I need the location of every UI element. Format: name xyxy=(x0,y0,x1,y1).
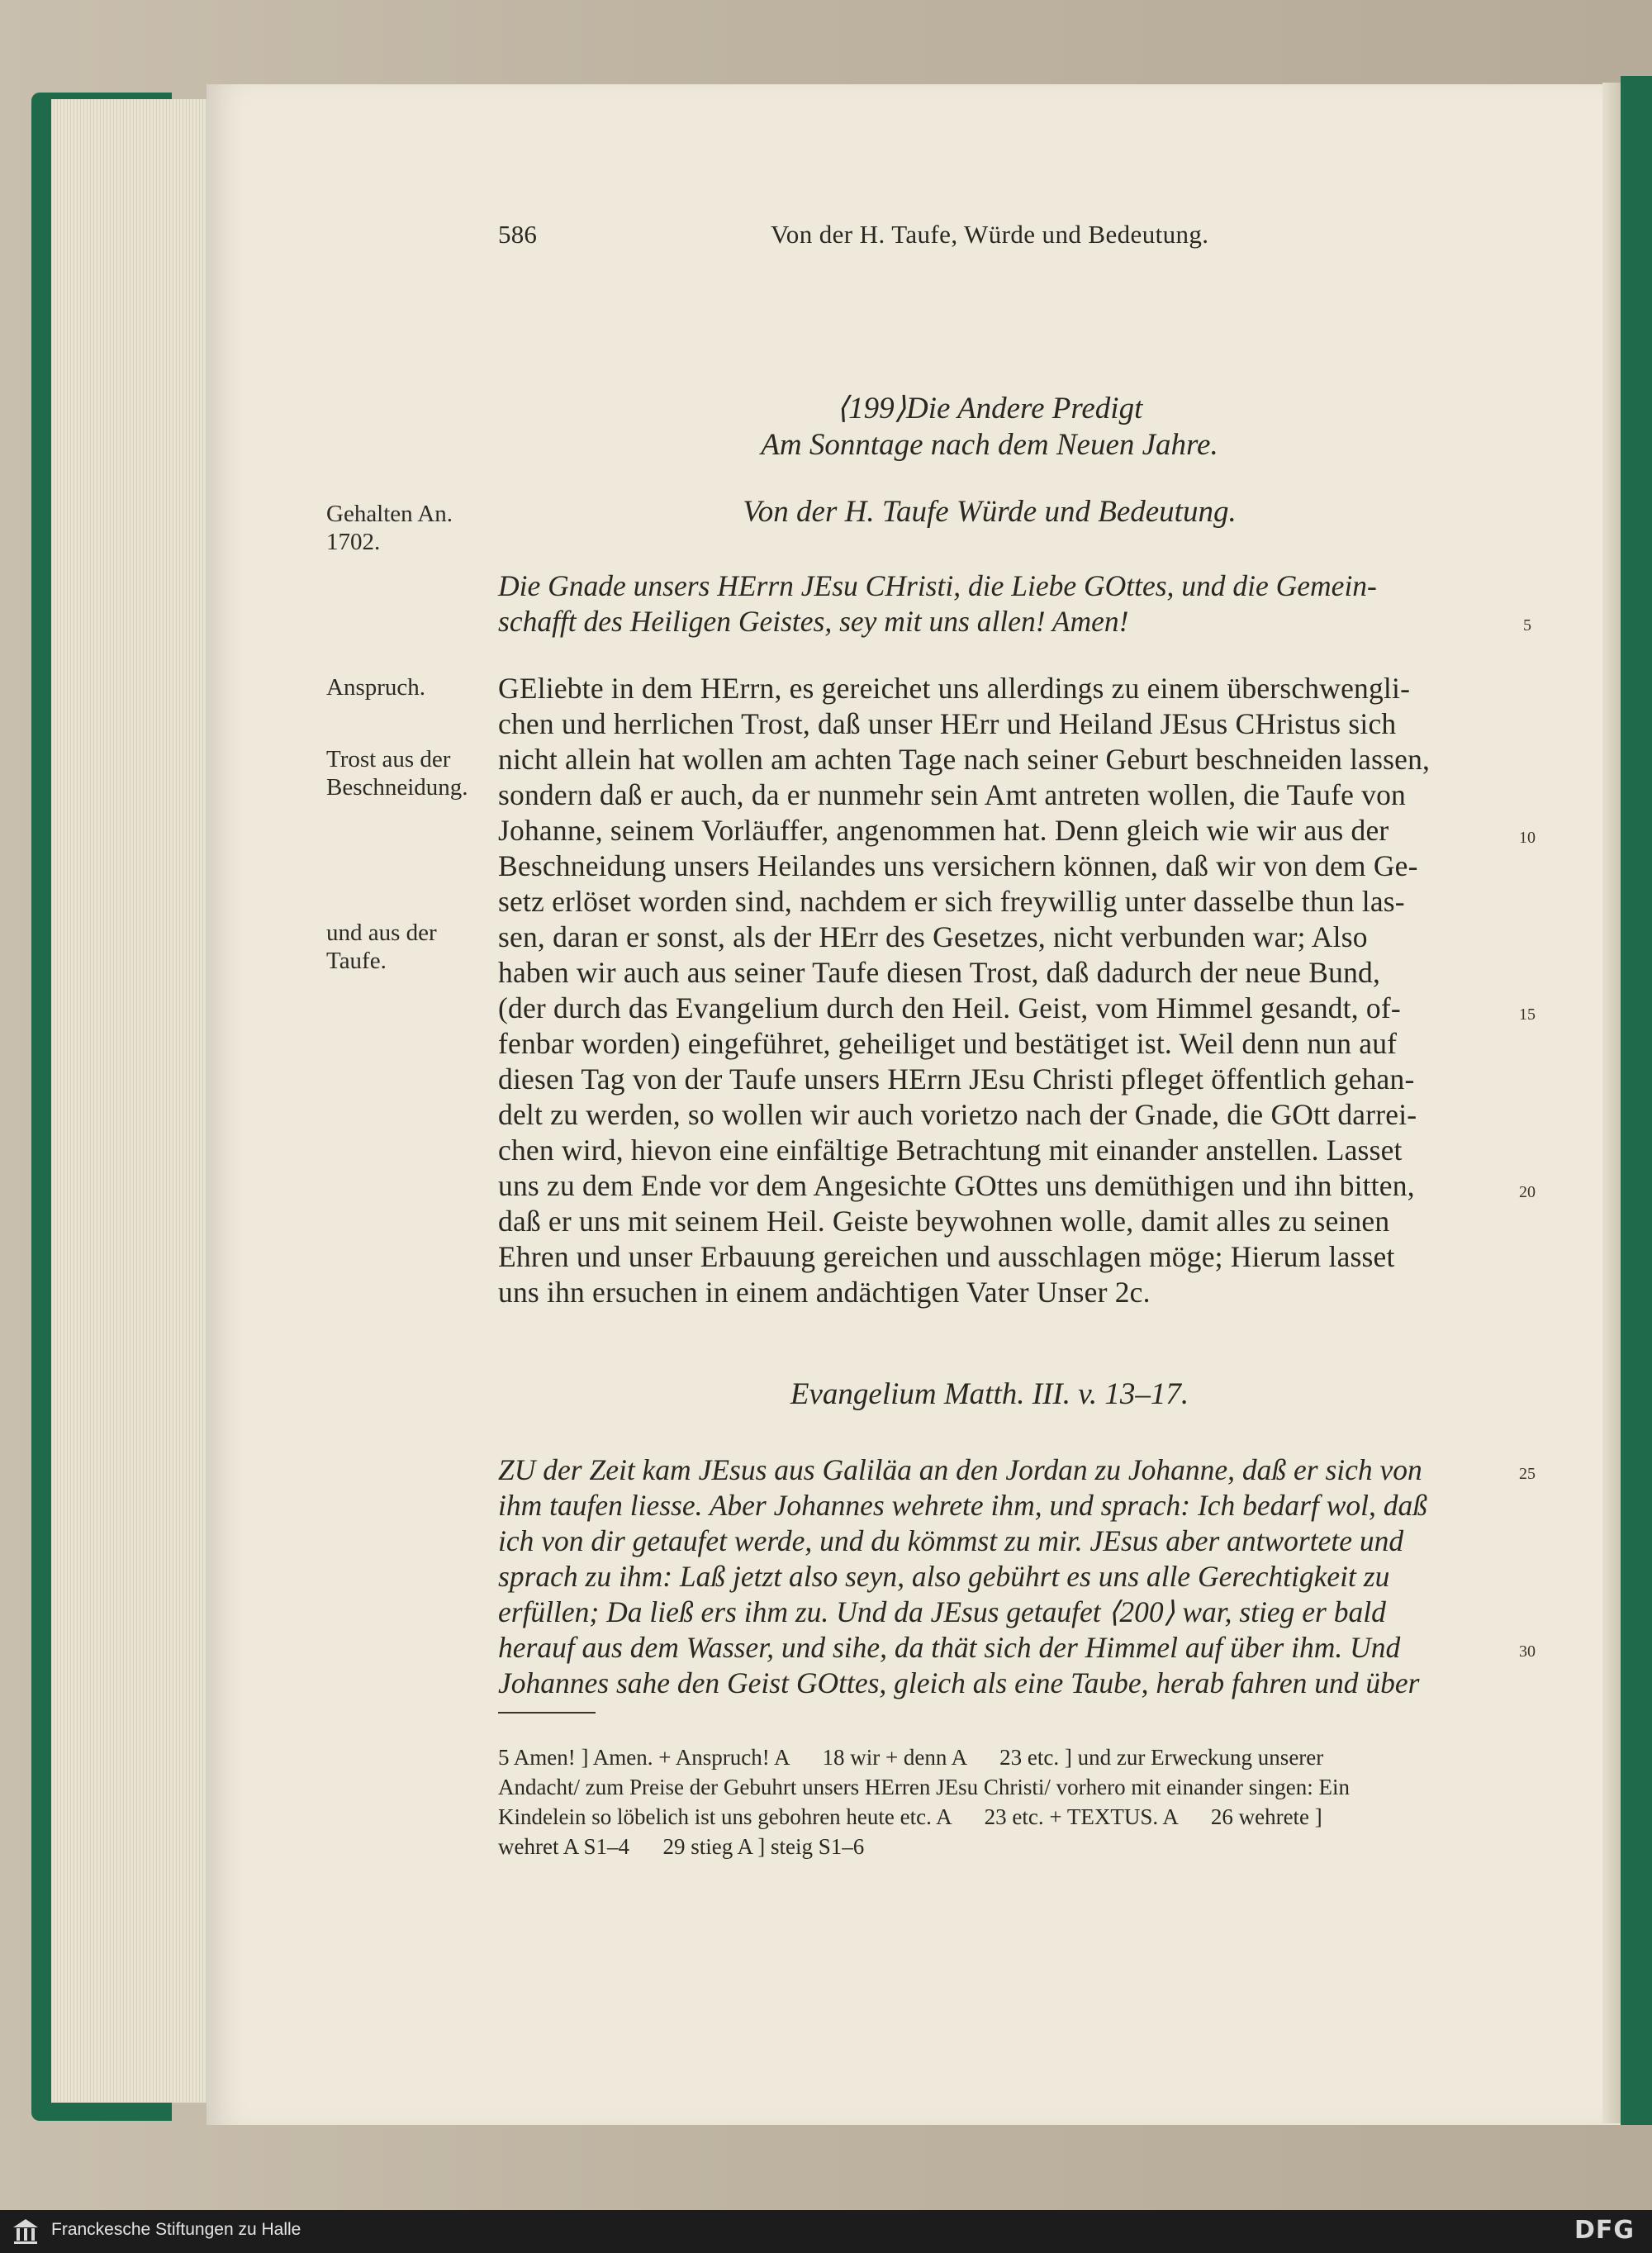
body-line: diesen Tag von der Taufe unsers HErrn JEsu Christi pfleget öffentlich gehan- xyxy=(498,1062,1415,1096)
salutation-line: Die Gnade unsers HErrn JEsu CHristi, die Liebe GOttes, und die Gemein- xyxy=(498,569,1377,602)
sermon-title-line-1 xyxy=(498,390,1481,426)
body-line: setz erlöset worden sind, nachdem er sich freywillig unter dasselbe thun las- xyxy=(498,885,1405,918)
line-number: 30 xyxy=(1519,1642,1536,1661)
institution-logo-icon xyxy=(12,2217,40,2246)
footnote-line: Andacht/ zum Preise der Gebuhrt unsers HErren JEsu Christi/ vorhero mit einander singen: Ein xyxy=(498,1775,1351,1799)
salutation-line: schafft des Heiligen Geistes, sey mit uns allen! Amen! xyxy=(498,605,1129,638)
body-line: GEliebte in dem HErrn, es gereichet uns allerdings zu einem überschwengli- xyxy=(498,672,1411,705)
gospel-line: herauf aus dem Wasser, und sihe, da thät sich der Himmel auf über ihm. Und xyxy=(498,1631,1401,1664)
body-line: uns zu dem Ende vor dem Angesichte GOttes uns demüthigen und ihn bitten, xyxy=(498,1169,1415,1202)
body-line: uns ihn ersuchen in einem andächtigen Vater Unser 2c. xyxy=(498,1276,1151,1309)
gospel-heading: Evangelium Matth. III. v. 13–17. xyxy=(790,1377,1189,1411)
sermon-subject: Von der H. Taufe Würde und Bedeutung. xyxy=(743,495,1237,529)
page-right-edge xyxy=(1602,83,1621,2123)
footnote-line: wehret A S1–4 29 stieg A ] steig S1–6 xyxy=(498,1834,865,1859)
institution-name: Franckesche Stiftungen zu Halle xyxy=(51,2220,301,2239)
body-line: Johanne, seinem Vorläuffer, angenommen hat. Denn gleich wie wir aus der xyxy=(498,814,1389,847)
line-number: 25 xyxy=(1519,1465,1536,1483)
page-number: 586 xyxy=(498,220,538,249)
gospel-line: ZU der Zeit kam JEsus aus Galiläa an den Jordan zu Johanne, daß er sich von xyxy=(498,1453,1422,1486)
body-line: fenbar worden) eingeführet, geheiliget und bestätiget ist. Weil denn nun auf xyxy=(498,1027,1398,1060)
margin-note-und-aus-der: und aus der xyxy=(326,920,437,946)
dfg-logo: DFG xyxy=(1574,2216,1635,2245)
page-stack-edge xyxy=(51,99,225,2103)
footnote-line: 5 Amen! ] Amen. + Anspruch! A 18 wir + denn A 23 etc. ] und zur Erweckung unserer xyxy=(498,1745,1324,1770)
gospel-line: erfüllen; Da ließ ers ihm zu. Und da JEsus getaufet ⟨200⟩ war, stieg er bald xyxy=(498,1595,1386,1628)
body-line: chen wird, hievon eine einfältige Betrachtung mit einander anstellen. Lasset xyxy=(498,1134,1403,1167)
viewer-footer-bar xyxy=(0,2210,1652,2253)
sermon-title-line-2: Am Sonntage nach dem Neuen Jahre. xyxy=(761,428,1218,462)
sermon-number: ⟨199⟩ xyxy=(836,392,907,425)
book-cover-right xyxy=(1621,76,1652,2125)
footnote-rule xyxy=(498,1712,596,1714)
body-line: delt zu werden, so wollen wir auch vorietzo nach der Gnade, die GOtt darrei- xyxy=(498,1098,1417,1131)
margin-note-anspruch: Anspruch. xyxy=(326,674,426,701)
body-line: Beschneidung unsers Heilandes uns versichern können, daß wir von dem Ge- xyxy=(498,849,1418,882)
margin-note-trost: Trost aus der xyxy=(326,746,451,772)
footnote-line: Kindelein so löbelich ist uns gebohren heute etc. A 23 etc. + TEXTUS. A 26 wehrete ] xyxy=(498,1804,1322,1829)
page-header xyxy=(498,220,1324,256)
body-line: (der durch das Evangelium durch den Heil. Geist, vom Himmel gesandt, of- xyxy=(498,991,1401,1024)
line-number: 5 xyxy=(1523,616,1531,635)
gospel-line: sprach zu ihm: Laß jetzt also seyn, also gebührt es uns alle Gerechtigkeit zu xyxy=(498,1560,1390,1593)
running-head: Von der H. Taufe, Würde und Bedeutung. xyxy=(771,220,1209,249)
line-number: 15 xyxy=(1519,1005,1536,1024)
body-line: chen und herrlichen Trost, daß unser HErr und Heiland JEsus CHristus sich xyxy=(498,707,1397,740)
gospel-line: ihm taufen liesse. Aber Johannes wehrete ihm, und sprach: Ich bedarf wol, daß xyxy=(498,1489,1427,1522)
body-line: sondern daß er auch, da er nunmehr sein Amt antreten wollen, die Taufe von xyxy=(498,778,1406,811)
margin-note-taufe: Taufe. xyxy=(326,948,387,974)
gospel-line: Johannes sahe den Geist GOttes, gleich als eine Taube, herab fahren und über xyxy=(498,1666,1420,1699)
body-line: haben wir auch aus seiner Taufe diesen Trost, daß dadurch der neue Bund, xyxy=(498,956,1381,989)
margin-note-beschneidung: Beschneidung. xyxy=(326,774,468,801)
margin-note-held: Gehalten An. xyxy=(326,501,453,527)
body-line: sen, daran er sonst, als der HErr des Gesetzes, nicht verbunden war; Also xyxy=(498,920,1368,953)
line-number: 10 xyxy=(1519,829,1536,847)
body-line: nicht allein hat wollen am achten Tage nach seiner Geburt beschneiden lassen, xyxy=(498,743,1431,776)
line-number: 20 xyxy=(1519,1183,1536,1201)
body-line: daß er uns mit seinem Heil. Geiste beywohnen wolle, damit alles zu seinen xyxy=(498,1205,1390,1238)
body-line: Ehren und unser Erbauung gereichen und ausschlagen möge; Hierum lasset xyxy=(498,1240,1395,1273)
gospel-line: ich von dir getaufet werde, und du kömmst zu mir. JEsus aber antwortete und xyxy=(498,1524,1404,1557)
margin-note-year: 1702. xyxy=(326,529,381,555)
sermon-title: Die Andere Predigt xyxy=(906,392,1143,425)
